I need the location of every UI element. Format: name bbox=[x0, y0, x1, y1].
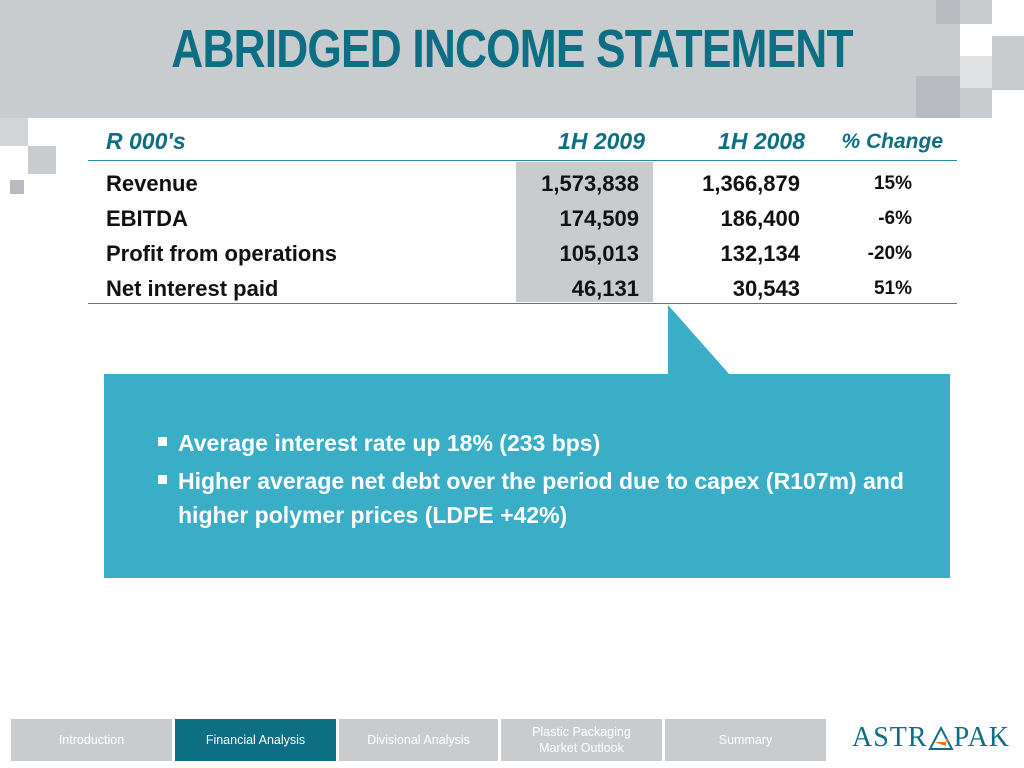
bullet-square-icon bbox=[158, 437, 167, 446]
row-label: Revenue bbox=[106, 171, 198, 196]
value-change: 51% bbox=[873, 278, 912, 299]
table-row bbox=[88, 201, 957, 236]
bullet-text: Average interest rate up 18% (233 bps) bbox=[178, 430, 601, 456]
header-change: % Change bbox=[841, 130, 943, 153]
decor-square bbox=[10, 180, 24, 194]
decor-square bbox=[916, 76, 960, 118]
tab-introduction[interactable]: Introduction bbox=[10, 718, 173, 762]
logo-text-left: ASTR bbox=[852, 722, 928, 753]
company-logo bbox=[852, 718, 1017, 758]
bullet-text: Higher average net debt over the period due to capex (R107m) and higher polymer prices (LDPE +42%) bbox=[178, 468, 904, 528]
value-1h2009: 46,131 bbox=[571, 276, 639, 301]
row-label: Net interest paid bbox=[106, 276, 279, 301]
page-title: ABRIDGED INCOME STATEMENT bbox=[171, 19, 853, 79]
value-change: -6% bbox=[878, 208, 912, 229]
value-change: 15% bbox=[873, 173, 912, 194]
value-1h2008: 132,134 bbox=[720, 241, 800, 266]
tab-summary[interactable]: Summary bbox=[664, 718, 827, 762]
decor-square bbox=[960, 56, 992, 88]
tab-financial-analysis[interactable]: Financial Analysis bbox=[174, 718, 337, 762]
value-1h2008: 30,543 bbox=[732, 276, 800, 301]
decor-square bbox=[992, 0, 1024, 36]
table-bottom-rule bbox=[88, 303, 957, 304]
table-row bbox=[88, 271, 957, 306]
row-label: Profit from operations bbox=[106, 241, 338, 266]
decor-square bbox=[28, 146, 56, 174]
logo-arrow-icon bbox=[928, 725, 954, 751]
value-1h2008: 1,366,879 bbox=[702, 171, 800, 196]
value-1h2009: 174,509 bbox=[559, 206, 639, 231]
tab-divisional-analysis[interactable]: Divisional Analysis bbox=[338, 718, 499, 762]
bullet-item bbox=[158, 426, 918, 460]
header-units: R 000's bbox=[106, 128, 186, 154]
value-1h2009: 1,573,838 bbox=[541, 171, 639, 196]
header-1h2008: 1H 2008 bbox=[718, 128, 805, 154]
decor-square bbox=[936, 0, 960, 24]
callout-pointer bbox=[660, 305, 740, 377]
value-1h2008: 186,400 bbox=[720, 206, 800, 231]
bullet-square-icon bbox=[158, 475, 167, 484]
logo-text-right: PAK bbox=[953, 722, 1011, 753]
header-1h2009: 1H 2009 bbox=[558, 128, 645, 154]
bullet-item bbox=[158, 464, 918, 532]
decor-square bbox=[992, 90, 1024, 118]
callout-bullets bbox=[158, 426, 918, 532]
decor-square bbox=[960, 24, 992, 56]
table-row bbox=[88, 236, 957, 271]
decor-square bbox=[0, 118, 28, 146]
value-1h2009: 105,013 bbox=[559, 241, 639, 266]
table-row bbox=[88, 166, 957, 201]
row-label: EBITDA bbox=[106, 206, 188, 231]
value-change: -20% bbox=[867, 243, 912, 264]
table-header bbox=[88, 126, 957, 161]
tab-plastic-packaging-market-outlook[interactable]: Plastic Packaging Market Outlook bbox=[500, 718, 663, 762]
